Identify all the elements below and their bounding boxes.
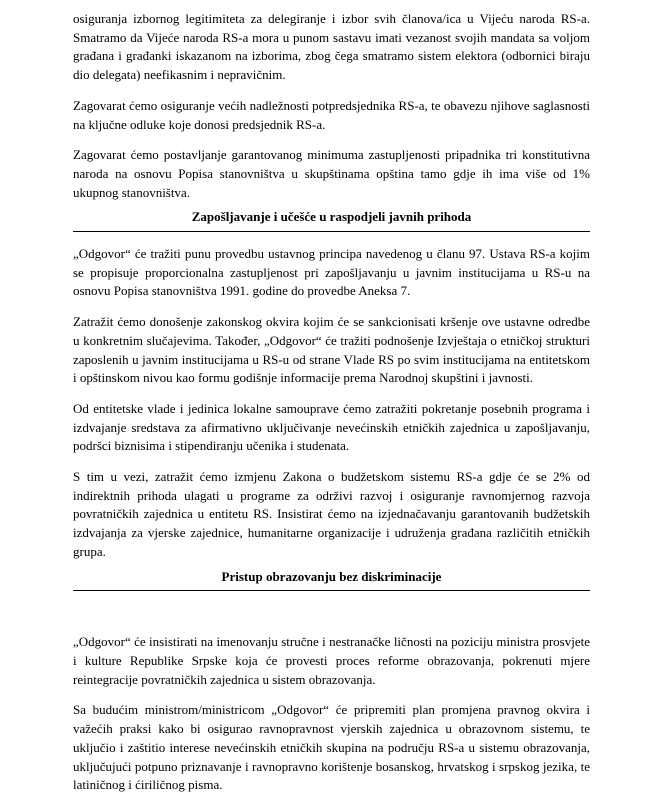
- paragraph-special-programs: Od entitetske vlade i jedinica lokalne samouprave ćemo zatražiti pokretanje posebnih programa i izdvajanje sredstava za afirmativno uključivanje nevećinskih etničkih zajednica u zapošljavanju, podršci biznisima i stipendiranju učenika i studenata.: [73, 400, 590, 454]
- section-heading-employment: Zapošljavanje i učešće u raspodjeli javnih prihoda: [73, 206, 590, 232]
- paragraph-legal-framework: Zatražit ćemo donošenje zakonskog okvira kojim će se sankcionisati kršenje ove ustavne odredbe u konkretnim slučajevima. Također, „Odgovor“ će tražiti podnošenje Izvještaja o etničkoj strukturi zaposlenih u javnim institucijama u RS-u od strane Vlade RS po svim institucijama na entitetskom i opštinskom nivou kao formu godišnje informacije prema Narodnoj skupštini i javnosti.: [73, 314, 590, 386]
- paragraph-education-plan: Sa budućim ministrom/ministricom „Odgovor“ će pripremiti plan promjena pravnog okvira i važećih praksi kako bi osigurao ravnopravnost vjerskih zajednica u obrazovnom sistemu, te uključio i zaštitio interese nevećinskih etničkih skupina na području RS-a u sistemu obrazovanja, uključujući potpuno priznavanje i ravnopravno korištenje bosanskog, hrvatskog i srpskog jezika, te latiničnog i ćiriličnog pisma.: [73, 702, 590, 793]
- paragraph-vice-president-powers: Zagovarat ćemo osiguranje većih nadležnosti potpredsjednika RS-a, te obavezu njihove saglasnosti na ključne odluke koje donosi predsjednik RS-a.: [73, 97, 590, 132]
- document-page: [73, 10, 590, 795]
- paragraph-minimum-representation: Zagovarat ćemo postavljanje garantovanog minimuma zastupljenosti pripadnika tri konstitutivna naroda na osnovu Popisa stanovništva u skupštinama opština tamo gdje ih ima više od 1% ukupnog stanovništva.: [73, 147, 590, 200]
- paragraph-minister-appointment: „Odgovor“ će insistirati na imenovanju stručne i nestranačke ličnosti na poziciju ministra prosvjete i kulture Republike Srpske koja će provesti proces reforme obrazovanja, pokrenuti mjere reintegracije povratničkih zajednica u sistem obrazovanja.: [73, 634, 590, 687]
- paragraph-budget-system: S tim u vezi, zatražit ćemo izmjenu Zakona o budžetskom sistemu RS-a gdje će se 2% od indirektnih prihoda ulagati u programe za održivi razvoj i osiguranje ravnomjernog razvoja povratničkih zajednica u entitetu RS. Insistirat ćemo na izjednačavanju garantovanih budžetskih izdvajanja za vjerske zajednice, humanitarne organizacije i udruženja građana različitih etničkih grupa.: [73, 469, 590, 559]
- paragraph-article-97: „Odgovor“ će tražiti punu provedbu ustavnog principa navedenog u članu 97. Ustava RS-a kojim se propisuje proporcionalna zastupljenost pri zapošljavanju u javnim institucijama u RS-u na osnovu Popisa stanovništva 1991. godine do provedbe Aneksa 7.: [73, 246, 590, 299]
- section-heading-education: Pristup obrazovanju bez diskriminacije: [73, 566, 590, 592]
- paragraph-electoral-legitimacy: osiguranja izbornog legitimiteta za delegiranje i izbor svih članova/ica u Vijeću naroda RS-a. Smatramo da Vijeće naroda RS-a mora u punom sastavu imati vezanost svojih mandata sa voljom građana i građanki iskazanom na izborima, zbog čega smatramo sistem elektora (odbornici biraju dio delegata) neefikasnim i nepravičnim.: [73, 11, 590, 83]
